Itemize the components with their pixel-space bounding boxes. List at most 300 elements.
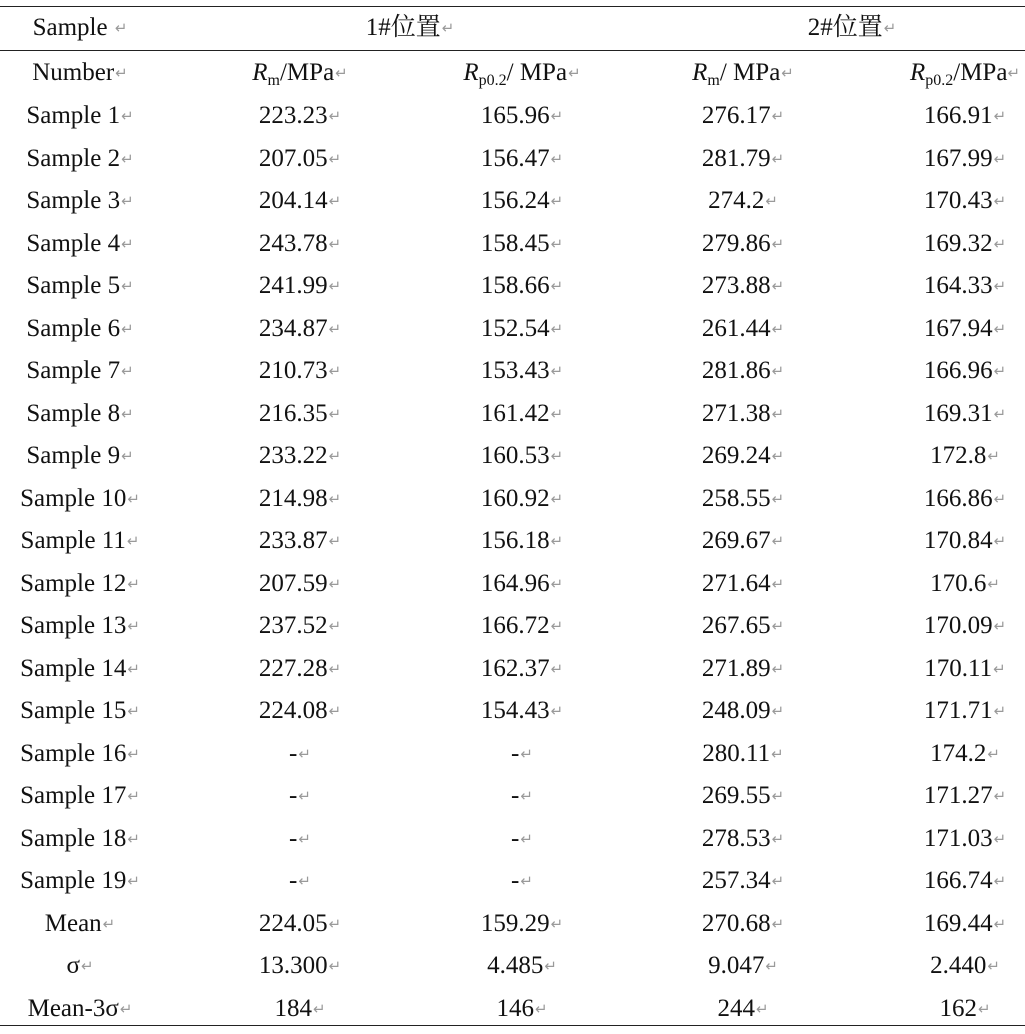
return-mark-icon: ↵ [328, 277, 342, 295]
return-mark-icon: ↵ [127, 872, 140, 890]
return-mark-icon: ↵ [771, 872, 785, 890]
return-mark-icon: ↵ [771, 405, 785, 423]
cell-rm-pos2 [653, 909, 833, 939]
cell-text: 281.79 [701, 145, 771, 172]
return-mark-icon: ↵ [771, 617, 785, 635]
cell-text: Mean-3σ [27, 995, 119, 1022]
cell-rp02-pos2 [875, 144, 1025, 174]
cell-text: 156.24 [480, 187, 550, 214]
cell-text: 159.29 [480, 910, 550, 937]
return-mark-icon: ↵ [80, 957, 94, 975]
return-mark-icon: ↵ [781, 64, 794, 82]
return-mark-icon: ↵ [993, 872, 1007, 890]
cell-text: 274.2 [708, 187, 765, 214]
cell-text: 156.47 [480, 145, 550, 172]
return-mark-icon: ↵ [127, 787, 140, 805]
return-mark-icon: ↵ [993, 490, 1007, 508]
cell-row-label [0, 399, 160, 429]
return-mark-icon: ↵ [121, 150, 134, 168]
header-sample: Sample ↵ [32, 14, 128, 41]
cell-row-label [0, 781, 160, 811]
return-mark-icon: ↵ [312, 1000, 326, 1018]
cell-rp02-pos1 [432, 101, 612, 131]
cell-rp02-pos2 [875, 611, 1025, 641]
cell-text: 273.88 [701, 272, 771, 299]
cell-text: 269.67 [701, 527, 771, 554]
cell-text: 279.86 [701, 230, 771, 257]
cell-row-label [0, 824, 160, 854]
cell-rp02-pos1 [432, 739, 612, 769]
return-mark-icon: ↵ [993, 617, 1007, 635]
table-bottom-rule [0, 1025, 1025, 1026]
cell-text: 146 [496, 995, 534, 1022]
cell-text: 160.53 [480, 442, 550, 469]
cell-text: 166.86 [923, 485, 993, 512]
return-mark-icon: ↵ [121, 405, 134, 423]
cell-text: 233.87 [258, 527, 328, 554]
return-mark-icon: ↵ [771, 277, 785, 295]
cell-rm-pos2 [653, 356, 833, 386]
cell-text: 241.99 [258, 272, 328, 299]
return-mark-icon: ↵ [328, 702, 342, 720]
return-mark-icon: ↵ [993, 235, 1007, 253]
cell-rp02-pos1 [432, 994, 612, 1024]
cell-row-label [0, 866, 160, 896]
cell-rm-pos2 [653, 441, 833, 471]
cell-text: 169.44 [923, 910, 993, 937]
return-mark-icon: ↵ [298, 787, 311, 805]
cell-text: 267.65 [701, 612, 771, 639]
cell-text: 166.91 [923, 102, 993, 129]
cell-text: 276.17 [701, 102, 771, 129]
cell-text: 166.96 [923, 357, 993, 384]
return-mark-icon: ↵ [328, 150, 342, 168]
cell-rm-pos2 [653, 569, 833, 599]
cell-row-label [0, 271, 160, 301]
return-mark-icon: ↵ [987, 957, 1000, 975]
return-mark-icon: ↵ [114, 19, 128, 37]
return-mark-icon: ↵ [520, 830, 533, 848]
cell-text: - [289, 867, 298, 894]
cell-text: 13.300 [258, 952, 328, 979]
cell-rm-pos2 [653, 866, 833, 896]
cell-rp02-pos1 [432, 144, 612, 174]
cell-rm-pos2 [653, 526, 833, 556]
return-mark-icon: ↵ [987, 575, 1000, 593]
return-mark-icon: ↵ [298, 830, 311, 848]
cell-text: - [289, 740, 298, 767]
cell-rp02-pos2 [875, 271, 1025, 301]
return-mark-icon: ↵ [534, 1000, 548, 1018]
return-mark-icon: ↵ [121, 447, 134, 465]
cell-rp02-pos1 [432, 186, 612, 216]
cell-text: 258.55 [701, 485, 771, 512]
cell-rp02-pos1 [432, 314, 612, 344]
cell-text: 169.31 [923, 400, 993, 427]
cell-rm-pos1 [210, 611, 390, 641]
cell-text: 170.09 [923, 612, 993, 639]
cell-rp02-pos2 [875, 186, 1025, 216]
cell-rp02-pos2 [875, 994, 1025, 1024]
cell-rp02-pos1 [432, 441, 612, 471]
cell-rm-pos1 [210, 569, 390, 599]
return-mark-icon: ↵ [987, 447, 1000, 465]
cell-row-label [0, 739, 160, 769]
cell-rm-pos1 [210, 654, 390, 684]
cell-rp02-pos2 [875, 781, 1025, 811]
cell-text: 170.43 [923, 187, 993, 214]
cell-rp02-pos1 [432, 526, 612, 556]
return-mark-icon: ↵ [771, 447, 785, 465]
return-mark-icon: ↵ [771, 575, 785, 593]
cell-text: 244 [717, 995, 755, 1022]
cell-text: 165.96 [480, 102, 550, 129]
cell-rp02-pos2 [875, 654, 1025, 684]
cell-rm-pos1 [210, 101, 390, 131]
cell-rm-pos1 [210, 994, 390, 1024]
cell-text: 171.03 [923, 825, 993, 852]
cell-rp02-pos1 [432, 781, 612, 811]
return-mark-icon: ↵ [755, 1000, 769, 1018]
cell-rm-pos1 [210, 781, 390, 811]
return-mark-icon: ↵ [550, 192, 564, 210]
cell-rp02-pos1 [432, 356, 612, 386]
cell-text: Sample 11 [20, 527, 126, 554]
return-mark-icon: ↵ [771, 150, 785, 168]
header-rp02-1: $R_{p0.2}/$ MPa↵ [463, 59, 581, 89]
cell-rp02-pos2 [875, 101, 1025, 131]
return-mark-icon: ↵ [568, 64, 581, 82]
cell-rp02-pos1 [432, 484, 612, 514]
cell-text: 166.74 [923, 867, 993, 894]
cell-text: Sample 10 [20, 485, 127, 512]
cell-rp02-pos1 [432, 866, 612, 896]
return-mark-icon: ↵ [550, 490, 564, 508]
cell-rm-pos2 [653, 229, 833, 259]
cell-text: 152.54 [480, 315, 550, 342]
cell-row-label [0, 654, 160, 684]
cell-rm-pos1 [210, 441, 390, 471]
cell-rm-pos1 [210, 951, 390, 981]
cell-text: 172.8 [930, 442, 987, 469]
return-mark-icon: ↵ [520, 787, 533, 805]
cell-row-label [0, 909, 160, 939]
cell-rm-pos1 [210, 484, 390, 514]
cell-text: Sample 2 [26, 145, 121, 172]
return-mark-icon: ↵ [328, 915, 342, 933]
cell-rm-pos2 [653, 994, 833, 1024]
cell-text: Mean [44, 910, 102, 937]
return-mark-icon: ↵ [328, 532, 342, 550]
cell-text: 170.11 [924, 655, 993, 682]
cell-rm-pos2 [653, 951, 833, 981]
cell-rm-pos2 [653, 101, 833, 131]
return-mark-icon: ↵ [993, 150, 1007, 168]
cell-rm-pos1 [210, 271, 390, 301]
cell-text: Sample 18 [20, 825, 127, 852]
cell-row-label [0, 144, 160, 174]
return-mark-icon: ↵ [544, 957, 557, 975]
cell-text: Sample 16 [20, 740, 127, 767]
cell-rp02-pos1 [432, 654, 612, 684]
cell-text: 164.33 [923, 272, 993, 299]
return-mark-icon: ↵ [550, 107, 564, 125]
cell-rm-pos2 [653, 696, 833, 726]
return-mark-icon: ↵ [102, 915, 116, 933]
cell-rp02-pos1 [432, 569, 612, 599]
cell-text: 280.11 [702, 740, 771, 767]
return-mark-icon: ↵ [550, 447, 564, 465]
return-mark-icon: ↵ [771, 320, 785, 338]
cell-text: 169.32 [923, 230, 993, 257]
return-mark-icon: ↵ [127, 575, 140, 593]
cell-row-label [0, 186, 160, 216]
cell-rm-pos1 [210, 739, 390, 769]
return-mark-icon: ↵ [993, 405, 1007, 423]
return-mark-icon: ↵ [328, 490, 342, 508]
cell-text: 261.44 [701, 315, 771, 342]
cell-text: 171.71 [923, 697, 993, 724]
return-mark-icon: ↵ [771, 787, 785, 805]
cell-text: Sample 14 [20, 655, 127, 682]
cell-rm-pos1 [210, 696, 390, 726]
return-mark-icon: ↵ [328, 660, 342, 678]
return-mark-icon: ↵ [771, 745, 784, 763]
table-top-rule [0, 6, 1025, 7]
cell-text: 154.43 [480, 697, 550, 724]
cell-row-label [0, 569, 160, 599]
cell-text: 207.05 [258, 145, 328, 172]
cell-text: 224.05 [258, 910, 328, 937]
return-mark-icon: ↵ [127, 617, 140, 635]
cell-text: 184 [274, 995, 312, 1022]
cell-text: 234.87 [258, 315, 328, 342]
cell-rp02-pos1 [432, 399, 612, 429]
cell-row-label [0, 356, 160, 386]
cell-rp02-pos1 [432, 824, 612, 854]
cell-text: 161.42 [480, 400, 550, 427]
return-mark-icon: ↵ [993, 702, 1007, 720]
cell-text: Sample 13 [20, 612, 127, 639]
return-mark-icon: ↵ [127, 830, 140, 848]
cell-rp02-pos1 [432, 229, 612, 259]
cell-rm-pos2 [653, 399, 833, 429]
cell-text: Sample 17 [20, 782, 127, 809]
return-mark-icon: ↵ [335, 64, 348, 82]
return-mark-icon: ↵ [993, 320, 1007, 338]
return-mark-icon: ↵ [328, 575, 342, 593]
return-mark-icon: ↵ [328, 235, 342, 253]
cell-rm-pos1 [210, 144, 390, 174]
return-mark-icon: ↵ [121, 235, 134, 253]
cell-rp02-pos2 [875, 569, 1025, 599]
cell-text: - [511, 867, 520, 894]
cell-rp02-pos2 [875, 229, 1025, 259]
cell-rm-pos1 [210, 399, 390, 429]
return-mark-icon: ↵ [127, 660, 140, 678]
cell-text: 214.98 [258, 485, 328, 512]
cell-text: - [511, 825, 520, 852]
return-mark-icon: ↵ [883, 19, 897, 37]
cell-text: Sample 3 [26, 187, 121, 214]
cell-row-label [0, 314, 160, 344]
cell-rm-pos2 [653, 314, 833, 344]
cell-rp02-pos2 [875, 866, 1025, 896]
cell-row-label [0, 101, 160, 131]
cell-text: 174.2 [930, 740, 987, 767]
return-mark-icon: ↵ [127, 490, 140, 508]
cell-text: Sample 7 [26, 357, 121, 384]
cell-rm-pos2 [653, 654, 833, 684]
return-mark-icon: ↵ [993, 660, 1006, 678]
return-mark-icon: ↵ [993, 830, 1007, 848]
table-header-rule [0, 50, 1025, 51]
return-mark-icon: ↵ [550, 915, 564, 933]
cell-row-label [0, 696, 160, 726]
return-mark-icon: ↵ [127, 702, 140, 720]
return-mark-icon: ↵ [550, 320, 564, 338]
return-mark-icon: ↵ [550, 575, 564, 593]
cell-row-label [0, 229, 160, 259]
cell-text: Sample 19 [20, 867, 127, 894]
header-rm-2: $R_m/$ MPa↵ [692, 59, 794, 89]
return-mark-icon: ↵ [126, 532, 140, 550]
cell-rp02-pos2 [875, 314, 1025, 344]
return-mark-icon: ↵ [328, 617, 342, 635]
return-mark-icon: ↵ [121, 107, 134, 125]
cell-text: Sample 5 [26, 272, 121, 299]
return-mark-icon: ↵ [993, 277, 1007, 295]
return-mark-icon: ↵ [121, 192, 134, 210]
cell-rp02-pos1 [432, 696, 612, 726]
cell-rp02-pos2 [875, 399, 1025, 429]
return-mark-icon: ↵ [119, 1000, 133, 1018]
return-mark-icon: ↵ [328, 192, 342, 210]
cell-rp02-pos1 [432, 909, 612, 939]
return-mark-icon: ↵ [771, 702, 785, 720]
return-mark-icon: ↵ [1007, 64, 1021, 82]
cell-text: σ [66, 952, 80, 979]
return-mark-icon: ↵ [771, 532, 785, 550]
cell-rp02-pos1 [432, 271, 612, 301]
cell-text: - [289, 825, 298, 852]
cell-text: 160.92 [480, 485, 550, 512]
return-mark-icon: ↵ [771, 660, 785, 678]
cell-rm-pos1 [210, 526, 390, 556]
cell-rm-pos2 [653, 781, 833, 811]
cell-rp02-pos2 [875, 909, 1025, 939]
return-mark-icon: ↵ [328, 362, 342, 380]
return-mark-icon: ↵ [993, 532, 1007, 550]
cell-text: 233.22 [258, 442, 328, 469]
cell-text: 166.72 [480, 612, 550, 639]
cell-rm-pos2 [653, 739, 833, 769]
cell-rm-pos2 [653, 186, 833, 216]
return-mark-icon: ↵ [298, 872, 311, 890]
return-mark-icon: ↵ [441, 19, 455, 37]
cell-row-label [0, 951, 160, 981]
cell-text: 158.45 [480, 230, 550, 257]
return-mark-icon: ↵ [993, 787, 1007, 805]
return-mark-icon: ↵ [550, 617, 564, 635]
cell-rm-pos1 [210, 314, 390, 344]
cell-text: - [511, 782, 520, 809]
return-mark-icon: ↵ [121, 277, 134, 295]
header-rp02-2: $R_{p0.2}/MPa↵$ [909, 59, 1021, 89]
return-mark-icon: ↵ [328, 447, 342, 465]
cell-text: Sample 4 [26, 230, 121, 257]
cell-text: 269.55 [701, 782, 771, 809]
cell-rp02-pos2 [875, 484, 1025, 514]
return-mark-icon: ↵ [520, 745, 533, 763]
cell-text: 278.53 [701, 825, 771, 852]
cell-text: 171.27 [923, 782, 993, 809]
return-mark-icon: ↵ [328, 957, 342, 975]
cell-rm-pos1 [210, 866, 390, 896]
cell-row-label [0, 994, 160, 1024]
cell-row-label [0, 526, 160, 556]
cell-text: - [289, 782, 298, 809]
return-mark-icon: ↵ [127, 745, 140, 763]
cell-text: 170.84 [923, 527, 993, 554]
cell-row-label [0, 484, 160, 514]
return-mark-icon: ↵ [550, 532, 564, 550]
return-mark-icon: ↵ [520, 872, 533, 890]
cell-text: 204.14 [258, 187, 328, 214]
cell-text: 170.6 [930, 570, 987, 597]
return-mark-icon: ↵ [550, 277, 564, 295]
cell-row-label [0, 611, 160, 641]
return-mark-icon: ↵ [550, 702, 564, 720]
cell-rm-pos1 [210, 824, 390, 854]
cell-text: 210.73 [258, 357, 328, 384]
cell-text: 9.047 [708, 952, 765, 979]
cell-text: 216.35 [258, 400, 328, 427]
cell-text: 207.59 [258, 570, 328, 597]
cell-rm-pos2 [653, 824, 833, 854]
cell-row-label [0, 441, 160, 471]
cell-text: 257.34 [701, 867, 771, 894]
header-position-1: 1#位置↵ [365, 14, 455, 41]
cell-rm-pos1 [210, 356, 390, 386]
header-number: Number↵ [32, 59, 128, 86]
cell-text: 162.37 [480, 655, 550, 682]
cell-rp02-pos2 [875, 739, 1025, 769]
return-mark-icon: ↵ [771, 362, 785, 380]
return-mark-icon: ↵ [121, 320, 134, 338]
cell-text: - [511, 740, 520, 767]
cell-text: 158.66 [480, 272, 550, 299]
cell-rm-pos2 [653, 271, 833, 301]
cell-text: Sample 12 [20, 570, 127, 597]
cell-rp02-pos2 [875, 356, 1025, 386]
return-mark-icon: ↵ [550, 405, 564, 423]
return-mark-icon: ↵ [765, 192, 778, 210]
cell-text: Sample 1 [26, 102, 121, 129]
cell-text: Sample 9 [26, 442, 121, 469]
return-mark-icon: ↵ [550, 660, 564, 678]
cell-text: 153.43 [480, 357, 550, 384]
return-mark-icon: ↵ [115, 64, 128, 82]
cell-text: 227.28 [258, 655, 328, 682]
cell-rm-pos1 [210, 186, 390, 216]
cell-rp02-pos2 [875, 824, 1025, 854]
cell-text: 167.99 [923, 145, 993, 172]
cell-rp02-pos1 [432, 611, 612, 641]
cell-text: Sample 15 [20, 697, 127, 724]
cell-rp02-pos1 [432, 951, 612, 981]
cell-rm-pos1 [210, 229, 390, 259]
